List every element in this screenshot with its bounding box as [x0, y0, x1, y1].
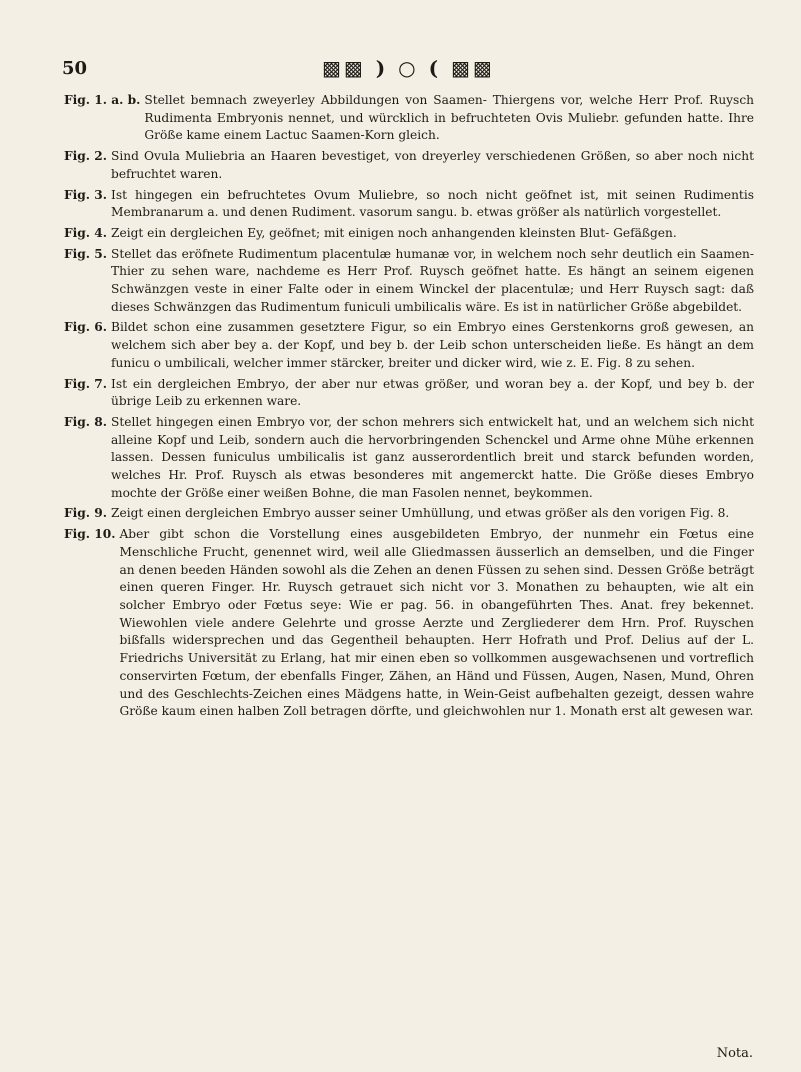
- figure-label: Fig. 6.: [64, 320, 108, 335]
- page-header: [62, 58, 762, 82]
- figure-description: Stellet bemnach zweyerley Abbildungen von Saamen- Thiergens vor, welche Herr Prof. Ruysch Rudimenta Embryonis nennet, und würcklich in befruchteten Ovis Muliebr. gefunden hatte. Ihre Größe kame einem Lactuc Saamen-Korn gleich.: [144, 93, 754, 143]
- catchword: Nota.: [716, 1046, 753, 1061]
- figure-entry: [64, 148, 754, 183]
- figure-label: Fig. 1. a. b.: [64, 93, 141, 107]
- figure-entry: [64, 92, 754, 145]
- figure-entry: [64, 319, 754, 372]
- figure-entry: [64, 505, 754, 523]
- figure-label: Fig. 3.: [64, 187, 108, 202]
- figure-description: Ist hingegen ein befruchtetes Ovum Muliebre, so noch nicht geöfnet ist, mit seinen Rudimentis Membranarum a. und denen Rudiment. vasorum sangu. b. etwas größer als natürlich vorgestellet.: [111, 187, 754, 220]
- figure-label: Fig. 7.: [64, 376, 108, 391]
- page-number: 50: [62, 58, 88, 79]
- figure-description: Ist ein dergleichen Embryo, der aber nur etwas größer, und woran bey a. der Kopf, und bey b. der übrige Leib zu erkennen ware.: [111, 376, 754, 409]
- figure-label: Fig. 8.: [64, 414, 108, 429]
- figure-label: Fig. 4.: [64, 225, 108, 240]
- figure-entry: [64, 187, 754, 222]
- figure-description: Zeigt ein dergleichen Ey, geöfnet; mit einigen noch anhangenden kleinsten Blut- Gefäßgen.: [111, 225, 677, 240]
- figure-explanations: [64, 92, 754, 724]
- figure-description: Stellet das eröfnete Rudimentum placentulæ humanæ vor, in welchem noch sehr deutlich ein Saamen- Thier zu sehen ware, nachdeme es Herr Prof. Ruysch geöfnet hatte. Es hängt an seinem eigenen Schwänzgen veste in einer Falte oder in einem Winckel der placentulæ; und Herr Ruysch sagt: daß dieses Schwänzgen das Rudimentum funiculi umbilicalis wäre. Es ist in natürlicher Größe abgebildet.: [111, 246, 754, 314]
- figure-entry: [64, 225, 754, 243]
- figure-label: Fig. 2.: [64, 149, 108, 164]
- figure-description: Zeigt einen dergleichen Embryo ausser seiner Umhüllung, und etwas größer als den vorigen Fig. 8.: [111, 506, 730, 521]
- figure-entry: [64, 246, 754, 317]
- figure-label: Fig. 9.: [64, 506, 108, 521]
- header-ornament: ▩▩ ) ○ ( ▩▩: [322, 56, 495, 80]
- figure-description: Aber gibt schon die Vorstellung eines ausgebildeten Embryo, der nunmehr ein Fœtus eine Menschliche Frucht, genennet wird, weil alle Gliedmassen äusserlich an demselben, und die Finger an denen beeden Händen sowohl als die Zehen an denen Füssen zu sehen sind. Dessen Größe beträgt einen queren Finger. Hr. Ruysch getrauet sich nicht vor 3. Monathen zu behaupten, wie alt ein solcher Embryo oder Fœtus seye: Wie er pag. 56. in obangeführten Thes. Anat. frey bekennet. Wiewohlen viele andere Gelehrte und grosse Aerzte und Zergliederer dem Hrn. Prof. Ruyschen bißfalls widersprechen und das Gegentheil behaupten. Herr Hofrath und Prof. Delius auf der L. Friedrichs Universität zu Erlang, hat mir einen eben so vollkommen ausgewachsenen und vortreflich conservirten Fœtum, der ebenfalls Finger, Zähen, an Händ und Füssen, Augen, Nasen, Mund, Ohren und des Geschlechts-Zeichen eines Mädgens hatte, in Wein-Geist aufbehalten gezeigt, dessen wahre Größe kaum einen halben Zoll betragen dörfte, und gleichwohlen nur 1. Monath erst alt gewesen war.: [119, 527, 754, 719]
- figure-description: Bildet schon eine zusammen gesetztere Figur, so ein Embryo eines Gerstenkorns groß gewesen, an welchem sich aber bey a. der Kopf, und bey b. der Leib schon unterscheiden ließe. Es hängt an dem funicu o umbilicali, welcher immer stärcker, breiter und dicker wird, wie z. E. Fig. 8 zu sehen.: [111, 320, 754, 370]
- figure-entry: [64, 376, 754, 411]
- figure-description: Stellet hingegen einen Embryo vor, der schon mehrers sich entwickelt hat, und an welchem sich nicht alleine Kopf und Leib, sondern auch die hervorbringenden Schenckel und Arme ohne Mühe erkennen lassen. Dessen funiculus umbilicalis ist ganz ausserordentlich breit und starck befunden worden, welches Hr. Prof. Ruysch als etwas besonderes mit angemerckt hatte. Die Größe dieses Embryo mochte der Größe einer weißen Bohne, die man Fasolen nennet, beykommen.: [111, 414, 754, 500]
- figure-label: Fig. 5.: [64, 246, 108, 261]
- figure-description: Sind Ovula Muliebria an Haaren bevestiget, von dreyerley verschiedenen Größen, so aber noch nicht befruchtet waren.: [111, 149, 754, 181]
- figure-label: Fig. 10.: [64, 527, 116, 542]
- figure-entry: [64, 414, 754, 503]
- figure-entry: [64, 526, 754, 721]
